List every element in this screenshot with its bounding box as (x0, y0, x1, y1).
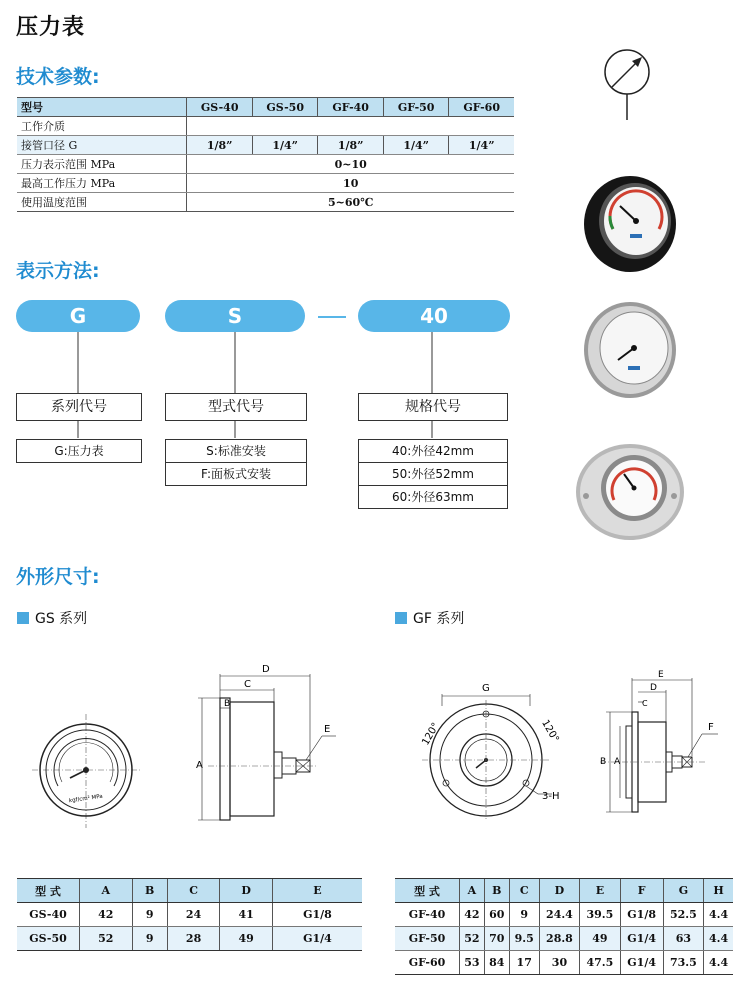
table-header-cell: A (460, 879, 485, 903)
gs-side-drawing (188, 660, 348, 825)
gf-dimension-table (395, 878, 733, 975)
table-header-cell: H (704, 879, 733, 903)
gauge-photo-panel (574, 440, 686, 544)
table-cell: 9 (132, 903, 167, 927)
table-row (395, 951, 733, 975)
table-cell: 4.4 (704, 951, 733, 975)
table-cell: GS-50 (17, 927, 80, 951)
table-cell: 49 (220, 927, 273, 951)
table-cell: GF-40 (395, 903, 460, 927)
gf-front-drawing (412, 680, 582, 828)
spec-row (17, 136, 514, 155)
gs-series-label: GS 系列 (35, 611, 88, 627)
spec-table (17, 97, 514, 212)
code-spec-pill: 40 (358, 300, 510, 332)
spec-option: 50:外径52mm (358, 462, 508, 486)
spec-row-value: 10 (187, 174, 514, 193)
gf-series-heading (395, 608, 464, 628)
table-cell: 42 (80, 903, 133, 927)
spec-option: 40:外径42mm (358, 439, 508, 463)
spec-row-value: 5~60℃ (187, 193, 514, 212)
table-cell: 4.4 (704, 903, 733, 927)
table-cell: G1/4 (620, 927, 663, 951)
table-cell: 24.4 (539, 903, 579, 927)
table-cell: 73.5 (663, 951, 703, 975)
spec-code-label: 规格代号 (358, 393, 508, 421)
spec-row-label: 接管口径 G (17, 136, 187, 155)
gs-dimension-table (17, 878, 362, 951)
table-cell: 39.5 (580, 903, 620, 927)
spec-row-label: 使用温度范围 (17, 193, 187, 212)
table-cell: 42 (460, 903, 485, 927)
table-header-cell: B (132, 879, 167, 903)
table-cell: GS-40 (17, 903, 80, 927)
spec-header-cell: GF-50 (383, 98, 449, 117)
spec-row-value: 1/8” (187, 136, 253, 155)
gauge-photo-black (580, 174, 680, 274)
section-title-tech-params: 技术参数: (16, 66, 100, 88)
spec-row (17, 155, 514, 174)
spec-header-cell: GS-50 (252, 98, 318, 117)
table-cell: 52.5 (663, 903, 703, 927)
gf-table-header (395, 879, 733, 903)
gs-series-heading (17, 608, 87, 628)
hole-label: 3-H (542, 791, 560, 802)
dim-label-e: E (324, 724, 331, 735)
table-cell: G1/4 (272, 927, 362, 951)
square-bullet-icon (395, 612, 407, 624)
table-cell: 30 (539, 951, 579, 975)
spec-header-cell: 型号 (17, 98, 187, 117)
table-header-cell: G (663, 879, 703, 903)
table-cell: 9.5 (509, 927, 539, 951)
table-row (17, 903, 362, 927)
type-option: S:标准安装 (165, 439, 307, 463)
angle-label-left: 120° (420, 721, 442, 748)
table-cell: 41 (220, 903, 273, 927)
dim-label-g: G (482, 683, 490, 694)
table-header-cell: B (484, 879, 509, 903)
spec-row (17, 174, 514, 193)
table-cell: GF-50 (395, 927, 460, 951)
spec-header-cell: GF-60 (449, 98, 514, 117)
table-row (395, 927, 733, 951)
dim-label-f-gf: F (708, 722, 714, 733)
table-cell: G1/4 (620, 951, 663, 975)
dim-label-e-gf: E (658, 670, 664, 680)
table-cell: G1/8 (620, 903, 663, 927)
spec-row-label: 工作介质 (17, 117, 187, 136)
table-header-cell: F (620, 879, 663, 903)
code-series-pill: G (16, 300, 140, 332)
code-type-pill: S (165, 300, 305, 332)
table-cell: 47.5 (580, 951, 620, 975)
spec-row-label: 压力表示范围 MPa (17, 155, 187, 174)
type-code-label: 型式代号 (165, 393, 307, 421)
gauge-photo-chrome (580, 300, 680, 400)
table-cell: 84 (484, 951, 509, 975)
table-cell: 9 (509, 903, 539, 927)
angle-label-right: 120° (539, 718, 561, 745)
spec-row-value: 1/4” (449, 136, 514, 155)
series-option: G:压力表 (16, 439, 142, 463)
section-title-notation: 表示方法: (16, 260, 100, 282)
page-title: 压力表 (16, 14, 86, 40)
gs-table-header (17, 879, 362, 903)
dim-label-b: B (224, 699, 231, 709)
spec-row-value: 1/4” (252, 136, 318, 155)
dim-label-a: A (196, 760, 203, 771)
table-header-cell: C (167, 879, 220, 903)
spec-row-value: 0~10 (187, 155, 514, 174)
table-cell: 49 (580, 927, 620, 951)
dim-label-c-gf: C (642, 699, 648, 708)
gs-front-drawing (30, 712, 142, 830)
series-code-label: 系列代号 (16, 393, 142, 421)
table-header-cell: A (80, 879, 133, 903)
table-cell: 52 (80, 927, 133, 951)
spec-header-row (17, 98, 514, 117)
table-cell: 28.8 (539, 927, 579, 951)
dim-label-b-gf: B (600, 757, 607, 767)
spec-row-value (187, 117, 514, 136)
table-header-cell: 型 式 (17, 879, 80, 903)
spec-row (17, 117, 514, 136)
table-cell: 53 (460, 951, 485, 975)
gauge-unit-text: kgf/cm² MPa (68, 793, 104, 805)
table-cell: 28 (167, 927, 220, 951)
table-header-cell: 型 式 (395, 879, 460, 903)
table-cell: 24 (167, 903, 220, 927)
table-row (395, 903, 733, 927)
table-cell: G1/8 (272, 903, 362, 927)
spec-option: 60:外径63mm (358, 485, 508, 509)
table-header-cell: C (509, 879, 539, 903)
spec-row-value: 1/4” (383, 136, 449, 155)
gauge-symbol-icon (598, 44, 658, 122)
spec-row-value: 1/8” (318, 136, 384, 155)
table-cell: 70 (484, 927, 509, 951)
spec-row (17, 193, 514, 212)
type-option: F:面板式安装 (165, 462, 307, 486)
section-title-dimensions: 外形尺寸: (16, 566, 100, 588)
square-bullet-icon (17, 612, 29, 624)
dim-label-c: C (244, 679, 251, 690)
table-header-cell: E (580, 879, 620, 903)
table-cell: 4.4 (704, 927, 733, 951)
table-cell: 60 (484, 903, 509, 927)
dim-label-d-gf: D (650, 683, 657, 693)
table-header-cell: D (220, 879, 273, 903)
table-cell: 17 (509, 951, 539, 975)
table-cell: 63 (663, 927, 703, 951)
table-row (17, 927, 362, 951)
table-cell: GF-60 (395, 951, 460, 975)
dim-label-d: D (262, 664, 270, 675)
spec-row-label: 最高工作压力 MPa (17, 174, 187, 193)
gf-side-drawing (596, 668, 726, 828)
table-cell: 9 (132, 927, 167, 951)
spec-header-cell: GS-40 (187, 98, 253, 117)
table-cell: 52 (460, 927, 485, 951)
table-header-cell: E (272, 879, 362, 903)
gf-series-label: GF 系列 (413, 611, 465, 627)
dim-label-a-gf: A (614, 757, 621, 767)
table-header-cell: D (539, 879, 579, 903)
spec-header-cell: GF-40 (318, 98, 384, 117)
